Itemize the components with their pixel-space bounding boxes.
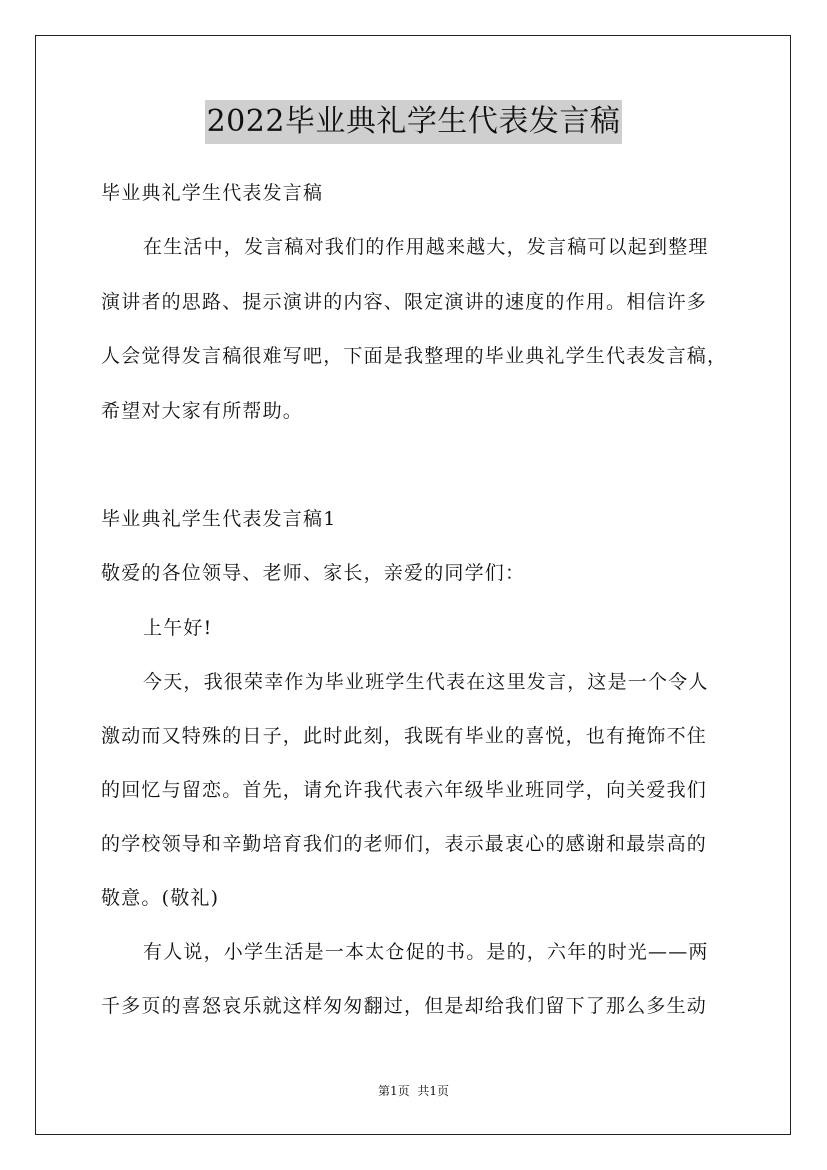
paragraph-line: 的回忆与留恋。首先，请允许我代表六年级毕业班同学，向关爱我们: [101, 779, 708, 801]
paragraph-line: 人会觉得发言稿很难写吧，下面是我整理的毕业典礼学生代表发言稿，: [101, 345, 728, 367]
paragraph-line: 敬意。(敬礼): [101, 887, 220, 909]
paragraph-line: 的学校领导和辛勤培育我们的老师们，表示最衷心的感谢和最崇高的: [101, 833, 708, 855]
section-heading: 毕业典礼学生代表发言稿1: [101, 508, 337, 530]
paragraph-line: 有人说，小学生活是一本太仓促的书。是的，六年的时光——两: [143, 941, 709, 963]
section-heading: 毕业典礼学生代表发言稿: [101, 182, 324, 204]
paragraph-line: 今天，我很荣幸作为毕业班学生代表在这里发言，这是一个令人: [143, 671, 709, 693]
paragraph-line: 激动而又特殊的日子，此时此刻，我既有毕业的喜悦，也有掩饰不住: [101, 725, 708, 747]
paragraph-line: 在生活中，发言稿对我们的作用越来越大，发言稿可以起到整理: [143, 236, 709, 258]
greeting-line: 上午好!: [143, 617, 213, 639]
paragraph-line: 演讲者的思路、提示演讲的内容、限定演讲的速度的作用。相信许多: [101, 291, 708, 313]
salutation-line: 敬爱的各位领导、老师、家长，亲爱的同学们：: [101, 562, 526, 584]
paragraph-line: 希望对大家有所帮助。: [101, 400, 304, 422]
page-footer: [0, 1082, 827, 1100]
paragraph-line: 千多页的喜怒哀乐就这样匆匆翻过，但是却给我们留下了那么多生动: [101, 995, 708, 1017]
document-title: 2022毕业典礼学生代表发言稿: [205, 100, 623, 144]
page-number: 第1页: [377, 1084, 410, 1098]
title-container: [0, 100, 827, 144]
page-total: 共1页: [417, 1084, 450, 1098]
